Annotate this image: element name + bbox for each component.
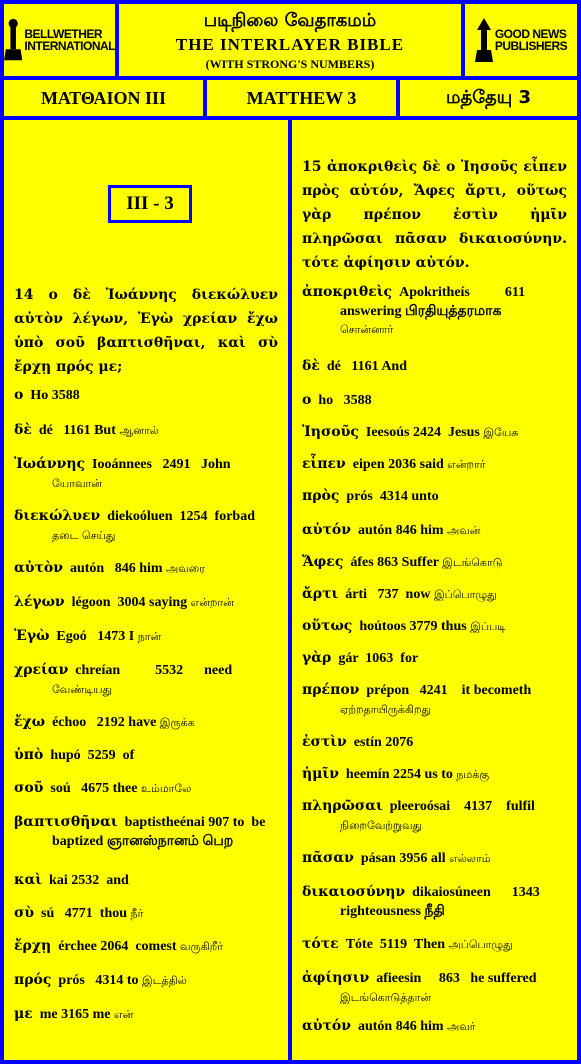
- tamil-gloss: உம்மாலே: [141, 782, 192, 795]
- greek-word: λέγων: [14, 594, 65, 610]
- word-entry: [302, 616, 567, 637]
- word-details: prépon 4241 it becometh: [359, 683, 535, 698]
- word-details: chreían 5532 need: [68, 663, 236, 678]
- tamil-gloss: இருக்க: [159, 716, 195, 729]
- tamil-gloss: நமக்கு: [456, 768, 490, 781]
- word-details: dé 1161 But: [31, 423, 120, 438]
- greek-word: πρέπον: [302, 682, 360, 698]
- left-verse-text: 14 ο δὲ Ἰωάννης διεκώλυεν αὐτὸν λέγων, Ἐγὼ χρείαν ἔχω ὑπὸ σοῦ βαπτισθῆναι, καὶ σὺ ἔρχῃ πρός με;: [14, 287, 278, 375]
- word-entry: [302, 422, 567, 443]
- word-continuation: சொன்னார்: [340, 323, 394, 336]
- tamil-gloss: அவர்: [447, 1020, 476, 1033]
- tamil-gloss: அப்பொழுது: [448, 938, 513, 951]
- word-details: ho 3588: [311, 393, 376, 408]
- tamil-gloss: என்றான்: [190, 596, 234, 609]
- word-details: érchee 2064 comest: [51, 939, 181, 954]
- word-entry: [302, 356, 567, 377]
- word-entry: [14, 970, 278, 991]
- word-details: hoútoos 3779 thus: [352, 619, 471, 634]
- word-details: autón 846 him: [350, 523, 448, 538]
- word-details: Iooánnees 2491 John: [85, 457, 235, 472]
- greek-word: διεκώλυεν: [14, 508, 101, 524]
- greek-word: ὑπὸ: [14, 747, 44, 763]
- book-greek: ΜΑΤΘΑΙΟΝ III: [4, 80, 203, 116]
- bellwether-logo-line1: BELLWETHER: [24, 27, 103, 41]
- word-details: Apokritheís 611: [392, 285, 529, 300]
- greek-word: αὐτόν: [302, 1018, 351, 1034]
- word-entry: [302, 796, 567, 835]
- word-continuation: வேண்டியது: [52, 683, 113, 696]
- title-block: [119, 4, 461, 76]
- word-details: me 3165 me: [32, 1007, 115, 1022]
- greek-word: γὰρ: [302, 650, 332, 666]
- word-details: dikaiosúneen 1343: [405, 885, 544, 900]
- bellwether-logo-icon: [4, 16, 22, 64]
- word-entry: [302, 520, 567, 541]
- chapter-verse-label: III - 3: [108, 185, 192, 223]
- greek-word: δὲ: [302, 358, 320, 374]
- word-entry: [302, 648, 567, 669]
- word-continuation: righteousness நீதி: [340, 904, 445, 919]
- word-continuation: யோவான்: [52, 477, 102, 490]
- word-continuation: நிறைவேற்றுவது: [340, 819, 423, 832]
- greek-word: ἄρτι: [302, 586, 339, 602]
- word-continuation: தடை செய்து: [52, 529, 116, 542]
- word-details: autón 846 him: [350, 1019, 448, 1034]
- greek-word: βαπτισθῆναι: [14, 814, 118, 830]
- greek-word: ἔρχῃ: [14, 938, 52, 954]
- word-continuation: answering பிரதியுத்தரமாக: [340, 304, 502, 319]
- greek-word: ἐστὶν: [302, 734, 347, 750]
- word-details: áfes 863 Suffer: [343, 555, 443, 570]
- bellwether-logo: [4, 4, 115, 76]
- word-entry: [302, 764, 567, 785]
- greek-word: καὶ: [14, 872, 43, 888]
- tamil-gloss: நான்: [137, 630, 162, 643]
- greek-word: ο: [302, 392, 312, 408]
- bellwether-logo-line2: INTERNATIONAL: [24, 39, 115, 53]
- greek-word: πᾶσαν: [302, 850, 354, 866]
- greek-word: δὲ: [14, 422, 32, 438]
- word-entry: [302, 552, 567, 573]
- word-entry: [302, 282, 567, 339]
- greek-word: Ἰωάννης: [14, 456, 86, 472]
- word-entry: [14, 558, 278, 579]
- book-english: MATTHEW 3: [207, 80, 396, 116]
- greek-word: εἶπεν: [302, 456, 346, 472]
- tamil-gloss: இடங்கொடு: [442, 556, 503, 569]
- word-details: échoo 2192 have: [45, 715, 160, 730]
- word-entry: [302, 390, 567, 411]
- greek-word: ἔχω: [14, 714, 46, 730]
- greek-word: αὐτόν: [302, 522, 351, 538]
- greek-word: με: [14, 1006, 33, 1022]
- word-details: hupó 5259 of: [43, 748, 138, 763]
- word-entry: [14, 745, 278, 766]
- word-entry: [14, 812, 278, 851]
- word-details: estín 2076: [346, 735, 417, 750]
- tamil-gloss: வருகிறீர்: [180, 940, 223, 953]
- greek-word: πληρῶσαι: [302, 798, 383, 814]
- title-tamil: படிநிலை வேதாகமம்: [203, 10, 377, 31]
- word-details: prós 4314 to: [51, 973, 143, 988]
- tamil-gloss: அவரை: [166, 562, 205, 575]
- word-details: pleeroósai 4137 fulfil: [382, 799, 539, 814]
- word-entry: [302, 584, 567, 605]
- greek-word: ἀφίησιν: [302, 970, 370, 986]
- right-verse-text: 15 ἀποκριθεὶς δὲ ο Ἰησοῦς εἶπεν πρὸς αὐτόν, Ἄφες ἄρτι, οὕτως γὰρ πρέπον ἐστὶν ἡμῖν πληρῶσαι πᾶσαν δικαιοσύνην. τότε ἀφίησιν αὐτόν.: [302, 159, 567, 271]
- word-details: afieesin 863 he suffered: [369, 971, 541, 986]
- word-continuation: ஏற்றதாயிருக்கிறது: [340, 703, 432, 716]
- word-details: diekoóluen 1254 forbad: [100, 509, 259, 524]
- word-entry: [14, 1004, 278, 1025]
- word-details: sú 4771 thou: [34, 906, 131, 921]
- word-entry: [302, 680, 567, 719]
- greek-word: Ἄφες: [302, 554, 344, 570]
- tamil-gloss: என்றார்: [447, 458, 486, 471]
- word-details: kai 2532 and: [42, 873, 133, 888]
- greek-word: ἀποκριθεὶς: [302, 284, 393, 300]
- right-column: [292, 120, 577, 1060]
- tamil-gloss: ஆனால்: [119, 424, 159, 437]
- word-entry: [14, 420, 278, 441]
- word-entry: [14, 870, 278, 891]
- word-details: Egoó 1473 I: [49, 629, 138, 644]
- word-entry: [302, 968, 567, 1007]
- word-entry: [14, 506, 278, 545]
- word-entry: [302, 882, 567, 921]
- greek-word: οὕτως: [302, 618, 353, 634]
- word-entry: [302, 486, 567, 507]
- word-details: Ieesoús 2424 Jesus: [358, 425, 484, 440]
- good-news-logo-line2: PUBLISHERS: [494, 39, 568, 53]
- word-details: autón 846 him: [62, 561, 167, 576]
- tamil-gloss: இயேசு: [483, 426, 519, 439]
- word-details: Tóte 5119 Then: [338, 937, 449, 952]
- word-details: légoon 3004 saying: [64, 595, 191, 610]
- word-entry: [302, 732, 567, 753]
- title-subtitle: (WITH STRONG'S NUMBERS): [205, 57, 375, 71]
- word-continuation: baptized ஞானஸ்நானம் பெற: [52, 834, 234, 849]
- tamil-gloss: இப்படி: [470, 620, 507, 633]
- word-entry: [302, 934, 567, 955]
- tamil-gloss: எல்லாம்: [449, 852, 491, 865]
- title-english: THE INTERLAYER BIBLE: [175, 35, 405, 54]
- book-tamil: மத்தேயு 3: [400, 80, 577, 116]
- word-details: dé 1161 And: [319, 359, 411, 374]
- greek-word: σὺ: [14, 905, 35, 921]
- word-details: baptistheénai 907 to be: [117, 815, 269, 830]
- greek-word: ἡμῖν: [302, 766, 339, 782]
- word-entry: [14, 385, 278, 406]
- word-entry: [14, 778, 278, 799]
- left-column: [4, 120, 288, 1060]
- word-entry: [14, 903, 278, 924]
- word-details: gár 1063 for: [331, 651, 422, 666]
- greek-word: Ἰησοῦς: [302, 424, 359, 440]
- tamil-gloss: இப்பொழுது: [433, 588, 497, 601]
- greek-word: δικαιοσύνην: [302, 884, 406, 900]
- word-details: eipen 2036 said: [345, 457, 448, 472]
- greek-word: Ἐγὼ: [14, 628, 50, 644]
- word-entry: [14, 626, 278, 647]
- word-details: heemín 2254 us to: [338, 767, 457, 782]
- word-details: Ho 3588: [23, 388, 84, 403]
- greek-word: αὐτὸν: [14, 560, 63, 576]
- word-details: soú 4675 thee: [43, 781, 141, 796]
- word-entry: [14, 660, 278, 699]
- tamil-gloss: அவன்: [447, 524, 481, 537]
- word-entry: [302, 454, 567, 475]
- word-entry: [14, 454, 278, 493]
- good-news-logo-icon: [475, 16, 493, 64]
- greek-word: σοῦ: [14, 780, 44, 796]
- word-details: árti 737 now: [338, 587, 434, 602]
- word-details: pásan 3956 all: [353, 851, 450, 866]
- word-details: prós 4314 unto: [339, 489, 443, 504]
- greek-word: πρός: [14, 972, 52, 988]
- word-continuation: இடங்கொடுத்தான்: [340, 991, 431, 1004]
- tamil-gloss: என்: [114, 1008, 134, 1021]
- good-news-logo: [465, 4, 577, 76]
- word-entry: [302, 848, 567, 869]
- word-entry: [14, 592, 278, 613]
- greek-word: τότε: [302, 936, 339, 952]
- good-news-logo-line1: GOOD NEWS: [494, 27, 567, 41]
- word-entry: [14, 712, 278, 733]
- tamil-gloss: நீர்: [130, 907, 144, 920]
- word-entry: [302, 1016, 567, 1037]
- greek-word: ο: [14, 387, 24, 403]
- word-entry: [14, 936, 278, 957]
- greek-word: πρὸς: [302, 488, 340, 504]
- tamil-gloss: இடத்தில்: [142, 974, 187, 987]
- greek-word: χρείαν: [14, 662, 69, 678]
